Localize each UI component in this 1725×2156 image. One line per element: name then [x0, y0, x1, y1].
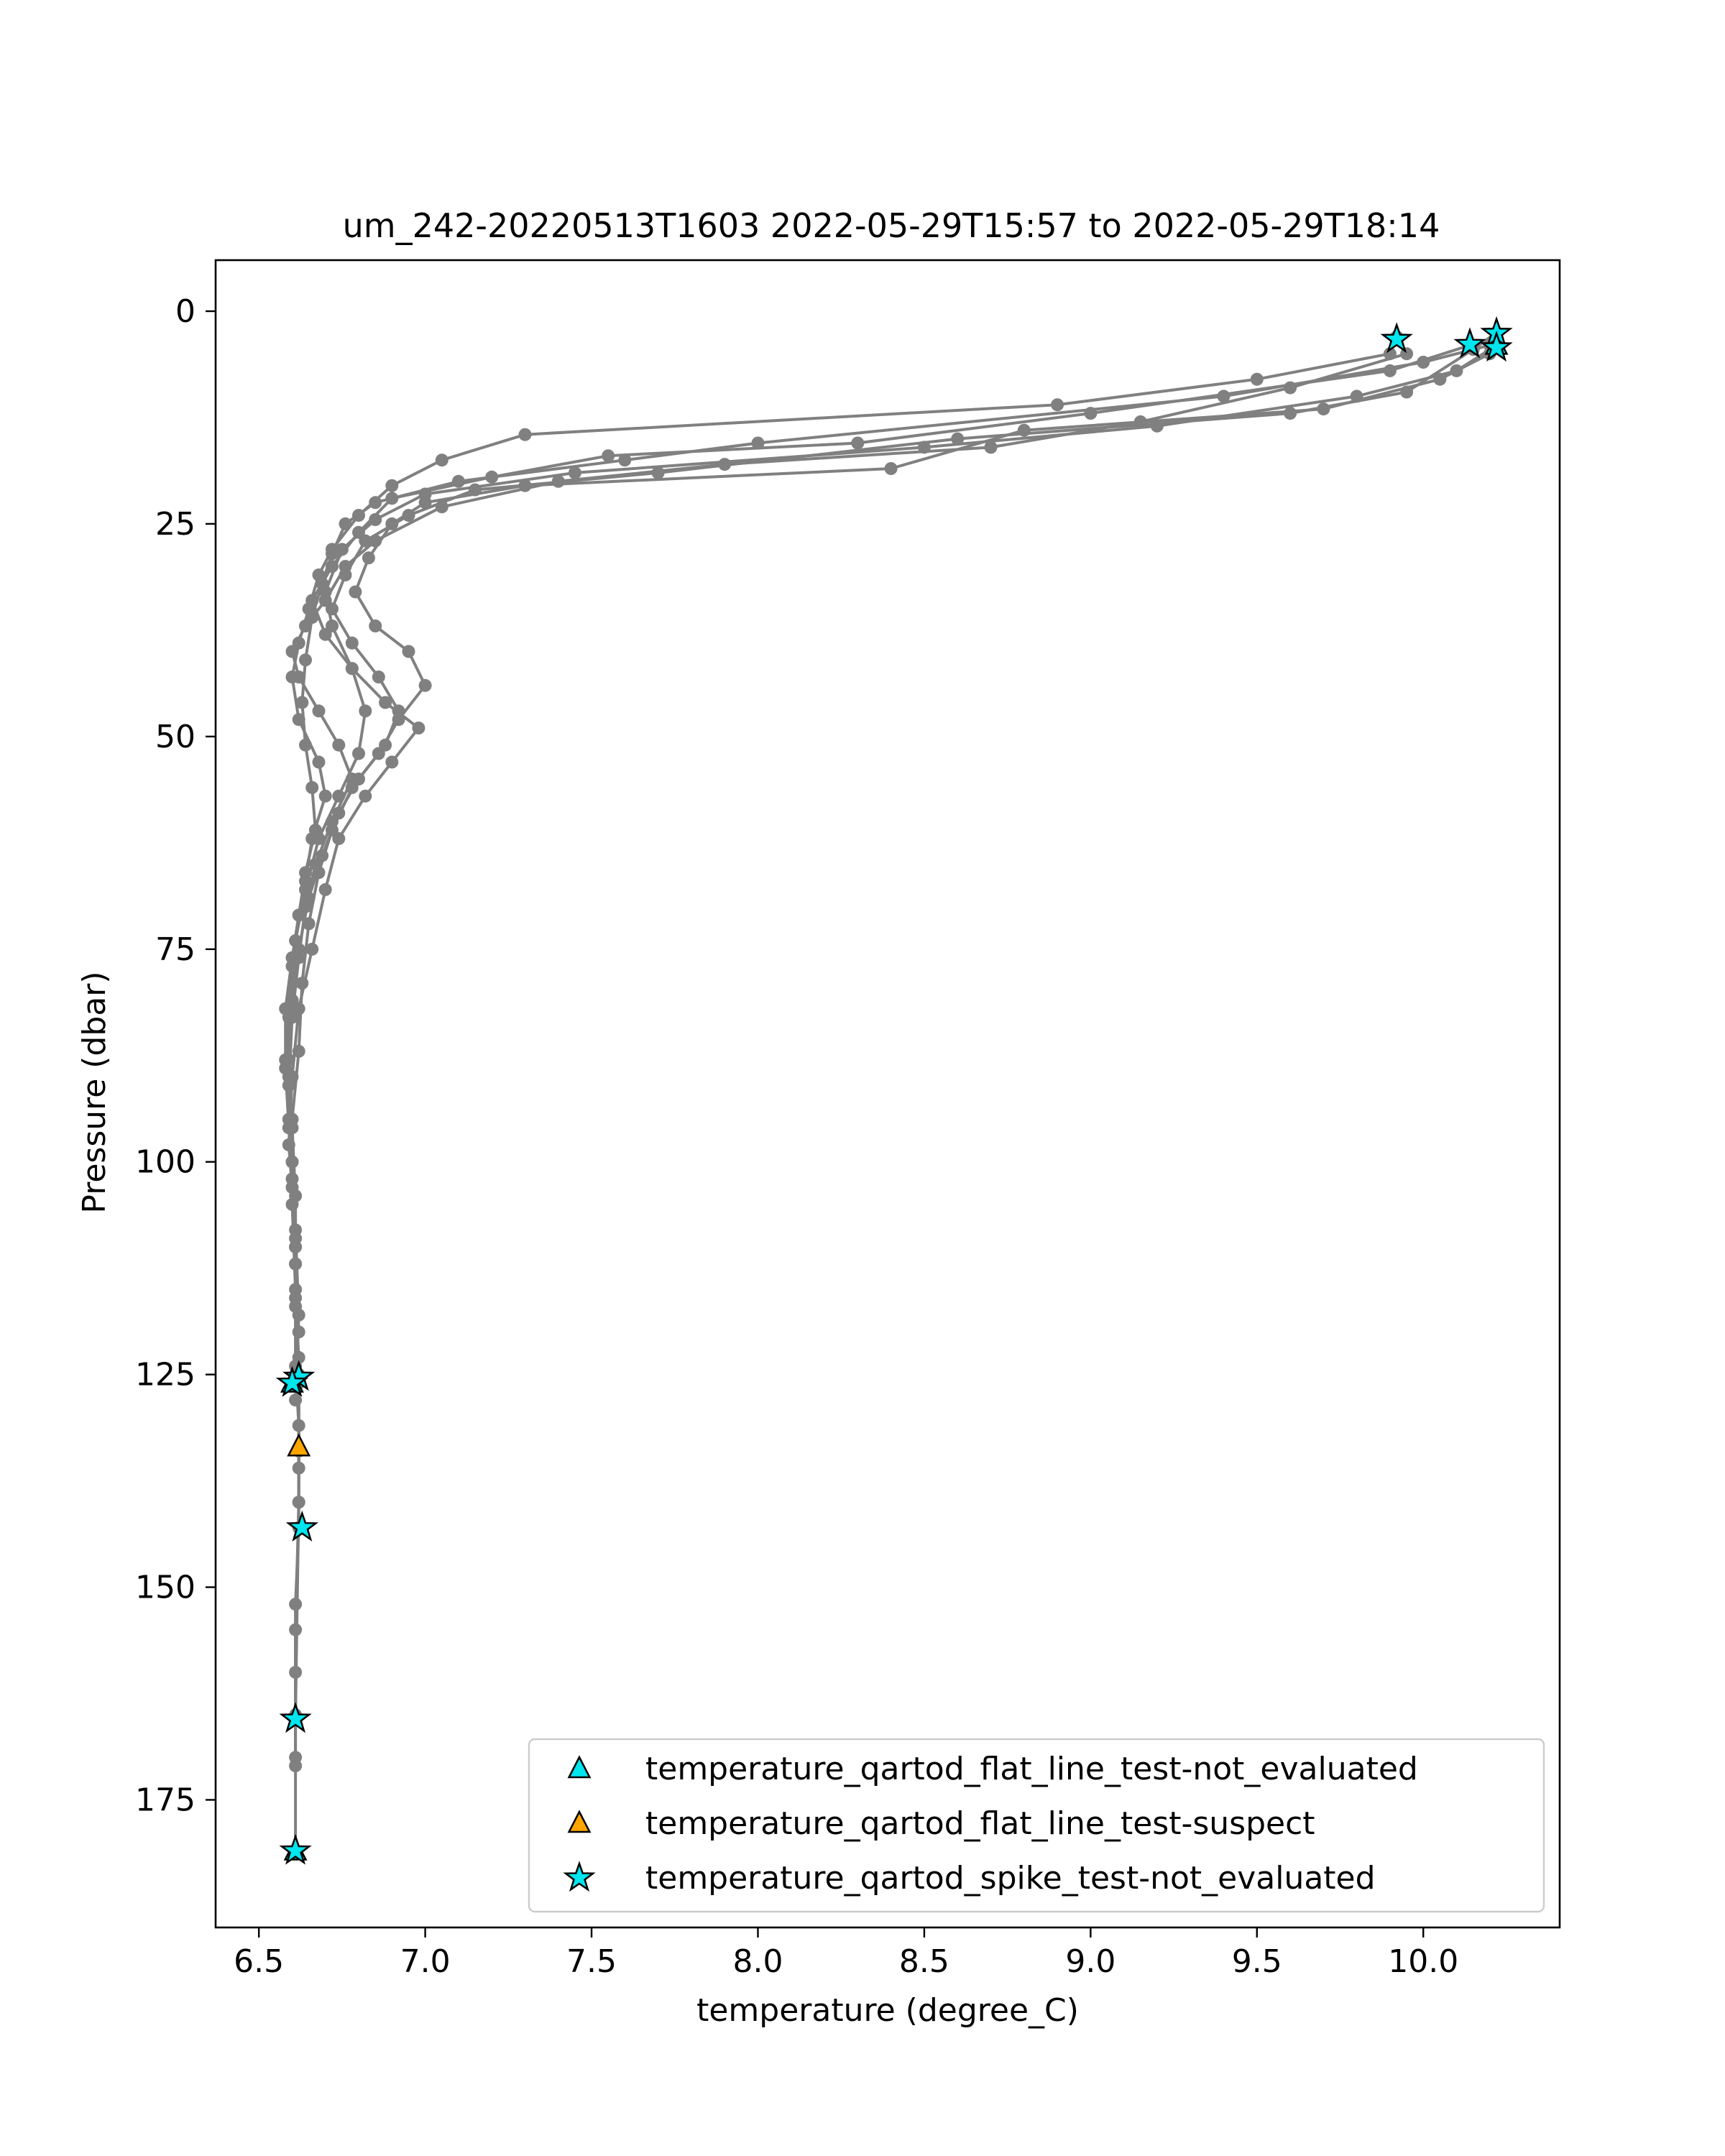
profile-point: [295, 696, 308, 709]
profile-point: [469, 484, 482, 497]
profile-point: [313, 755, 326, 768]
profile-point: [359, 790, 372, 803]
profile-point: [652, 466, 665, 479]
legend-entry-label: temperature_qartod_spike_test-not_evaluated: [645, 1860, 1376, 1897]
x-tick-label: 10.0: [1388, 1943, 1459, 1980]
profile-point: [392, 704, 405, 717]
profile-point: [293, 1325, 305, 1338]
chart-title: um_242-20220513T1603 2022-05-29T15:57 to 2022-05-29T18:14: [342, 206, 1440, 245]
profile-point: [326, 602, 339, 615]
profile-point: [519, 428, 532, 441]
profile-point: [346, 637, 359, 650]
profile-point: [286, 1121, 299, 1134]
profile-point: [1284, 407, 1297, 420]
profile-point: [402, 645, 415, 658]
profile-point: [299, 653, 312, 666]
x-axis-label: temperature (degree_C): [696, 1992, 1079, 2029]
profile-point: [319, 790, 332, 803]
profile-point: [385, 492, 398, 505]
profile-point: [412, 722, 425, 734]
x-tick-label: 6.5: [234, 1943, 285, 1980]
profile-point: [332, 832, 345, 845]
profile-point: [419, 679, 432, 692]
x-tick-label: 7.5: [566, 1943, 617, 1980]
profile-point: [1284, 382, 1297, 395]
profile-point: [349, 586, 362, 599]
profile-point: [299, 619, 312, 632]
legend-entry-label: temperature_qartod_flat_line_test-suspect: [645, 1805, 1315, 1842]
x-tick-label: 8.0: [732, 1943, 783, 1980]
x-tick-label: 9.0: [1065, 1943, 1116, 1980]
y-tick-label: 25: [155, 505, 196, 543]
profile-point: [289, 1283, 302, 1296]
profile-point: [436, 453, 448, 466]
profile-point: [385, 755, 398, 768]
profile-point: [293, 1462, 305, 1475]
profile-point: [346, 662, 359, 675]
profile-point: [352, 747, 365, 760]
profile-point: [569, 466, 581, 479]
profile-point: [1384, 364, 1397, 377]
profile-point: [293, 943, 305, 956]
profile-point: [339, 568, 352, 581]
profile-point: [305, 781, 318, 794]
profile-point: [352, 773, 365, 786]
profile-point: [1251, 373, 1264, 386]
profile-point: [332, 739, 345, 752]
x-tick-label: 9.5: [1231, 1943, 1282, 1980]
x-tick-label: 8.5: [898, 1943, 949, 1980]
y-tick-label: 175: [135, 1782, 196, 1819]
profile-point: [359, 535, 372, 548]
profile-point: [319, 883, 332, 896]
profile-point: [851, 437, 864, 450]
profile-point: [602, 449, 615, 462]
legend: [529, 1739, 1544, 1912]
profile-point: [319, 628, 332, 641]
profile-point: [293, 671, 305, 683]
profile-point: [359, 704, 372, 717]
y-tick-label: 75: [155, 931, 196, 968]
legend-entry-label: temperature_qartod_flat_line_test-not_evaluated: [645, 1751, 1418, 1787]
profile-point: [362, 551, 375, 564]
y-tick-label: 125: [135, 1356, 196, 1393]
profile-point: [372, 671, 385, 683]
profile-point: [951, 433, 964, 446]
profile-point: [316, 849, 328, 862]
profile-point: [303, 892, 316, 905]
profile-point: [885, 462, 898, 475]
profile-point: [485, 471, 498, 484]
profile-point: [289, 1393, 302, 1406]
profile-point: [379, 739, 392, 752]
profile-point: [402, 509, 415, 522]
y-tick-label: 150: [135, 1569, 196, 1606]
y-tick-label: 50: [155, 718, 196, 755]
profile-point: [1400, 386, 1413, 399]
profile-point: [369, 496, 382, 509]
profile-point: [985, 441, 998, 453]
profile-point: [385, 479, 398, 492]
profile-point: [369, 619, 382, 632]
profile-point: [289, 1759, 302, 1772]
profile-point: [339, 517, 352, 530]
profile-point: [282, 1054, 295, 1067]
profile-point: [299, 739, 312, 752]
profile-point: [326, 560, 339, 573]
profile-point: [1084, 407, 1097, 420]
y-tick-label: 100: [135, 1143, 196, 1181]
profile-point: [286, 994, 299, 1007]
profile-point: [313, 704, 326, 717]
profile-point: [293, 1496, 305, 1508]
profile-point: [1051, 398, 1064, 411]
profile-point: [289, 1258, 302, 1271]
profile-point: [305, 594, 318, 607]
y-tick-label: 0: [175, 293, 196, 331]
x-tick-label: 7.0: [400, 1943, 451, 1980]
profile-point: [332, 806, 345, 819]
profile-point: [286, 645, 299, 658]
profile-point: [305, 943, 318, 956]
y-axis-label: Pressure (dbar): [76, 971, 113, 1214]
profile-point: [289, 1189, 302, 1202]
